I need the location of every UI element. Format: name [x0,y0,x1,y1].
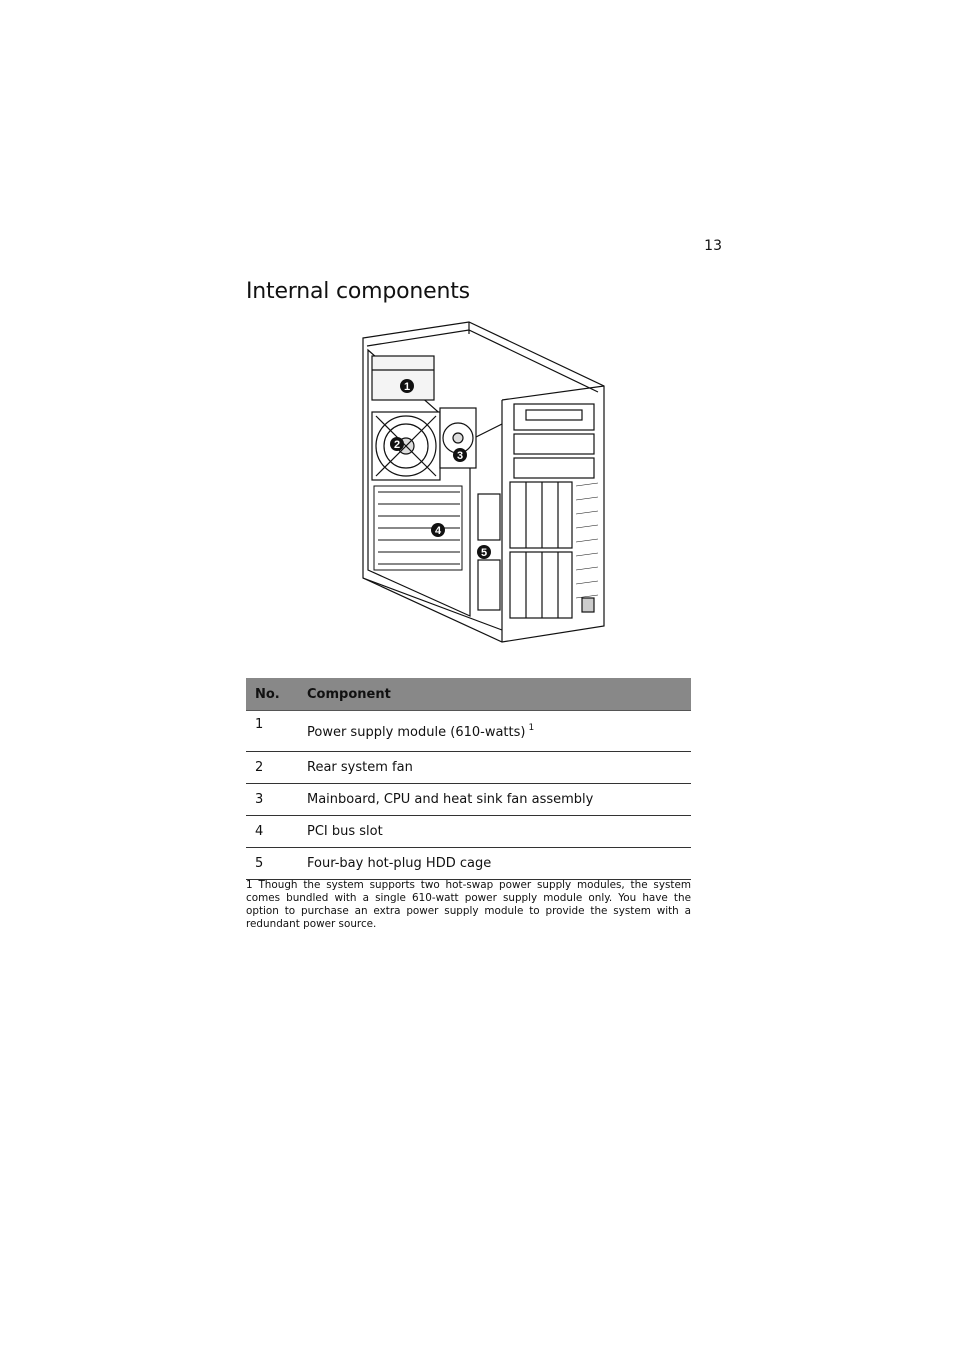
chassis-illustration [352,320,614,648]
svg-text:4: 4 [434,525,442,537]
row-number: 5 [246,848,307,880]
row-component: Rear system fan [307,752,691,784]
page-number: 13 [704,238,722,254]
table-row [246,816,691,848]
svg-text:5: 5 [480,547,488,559]
table-header-row [246,678,691,711]
svg-text:1: 1 [403,381,411,393]
row-number: 4 [246,816,307,848]
header-no: No. [246,678,307,711]
footnote: 1 Though the system supports two hot-swap power supply modules, the system comes bundled with a single 610-watt power supply module only. You have the option to purchase an extra power supply module to provide the system with a redundant power source. [246,879,691,930]
callout-2 [390,437,404,451]
row-component [307,711,691,752]
component-name: Power supply module (610-watts) [307,724,526,740]
components-table [246,678,691,880]
table-row [246,784,691,816]
svg-text:2: 2 [393,439,401,451]
row-component: PCI bus slot [307,816,691,848]
callout-4 [431,523,445,537]
row-component: Four-bay hot-plug HDD cage [307,848,691,880]
callout-1 [400,379,414,393]
footnote-ref: 1 [528,722,535,733]
row-component: Mainboard, CPU and heat sink fan assembly [307,784,691,816]
row-number: 1 [246,711,307,752]
page-title: Internal components [246,279,470,304]
table-row [246,711,691,752]
row-number: 3 [246,784,307,816]
header-component: Component [307,678,691,711]
row-number: 2 [246,752,307,784]
callout-3 [453,448,467,462]
table-row [246,752,691,784]
callout-5 [477,545,491,559]
svg-text:3: 3 [456,450,464,462]
server-chassis-diagram [352,320,614,648]
table-row [246,848,691,880]
